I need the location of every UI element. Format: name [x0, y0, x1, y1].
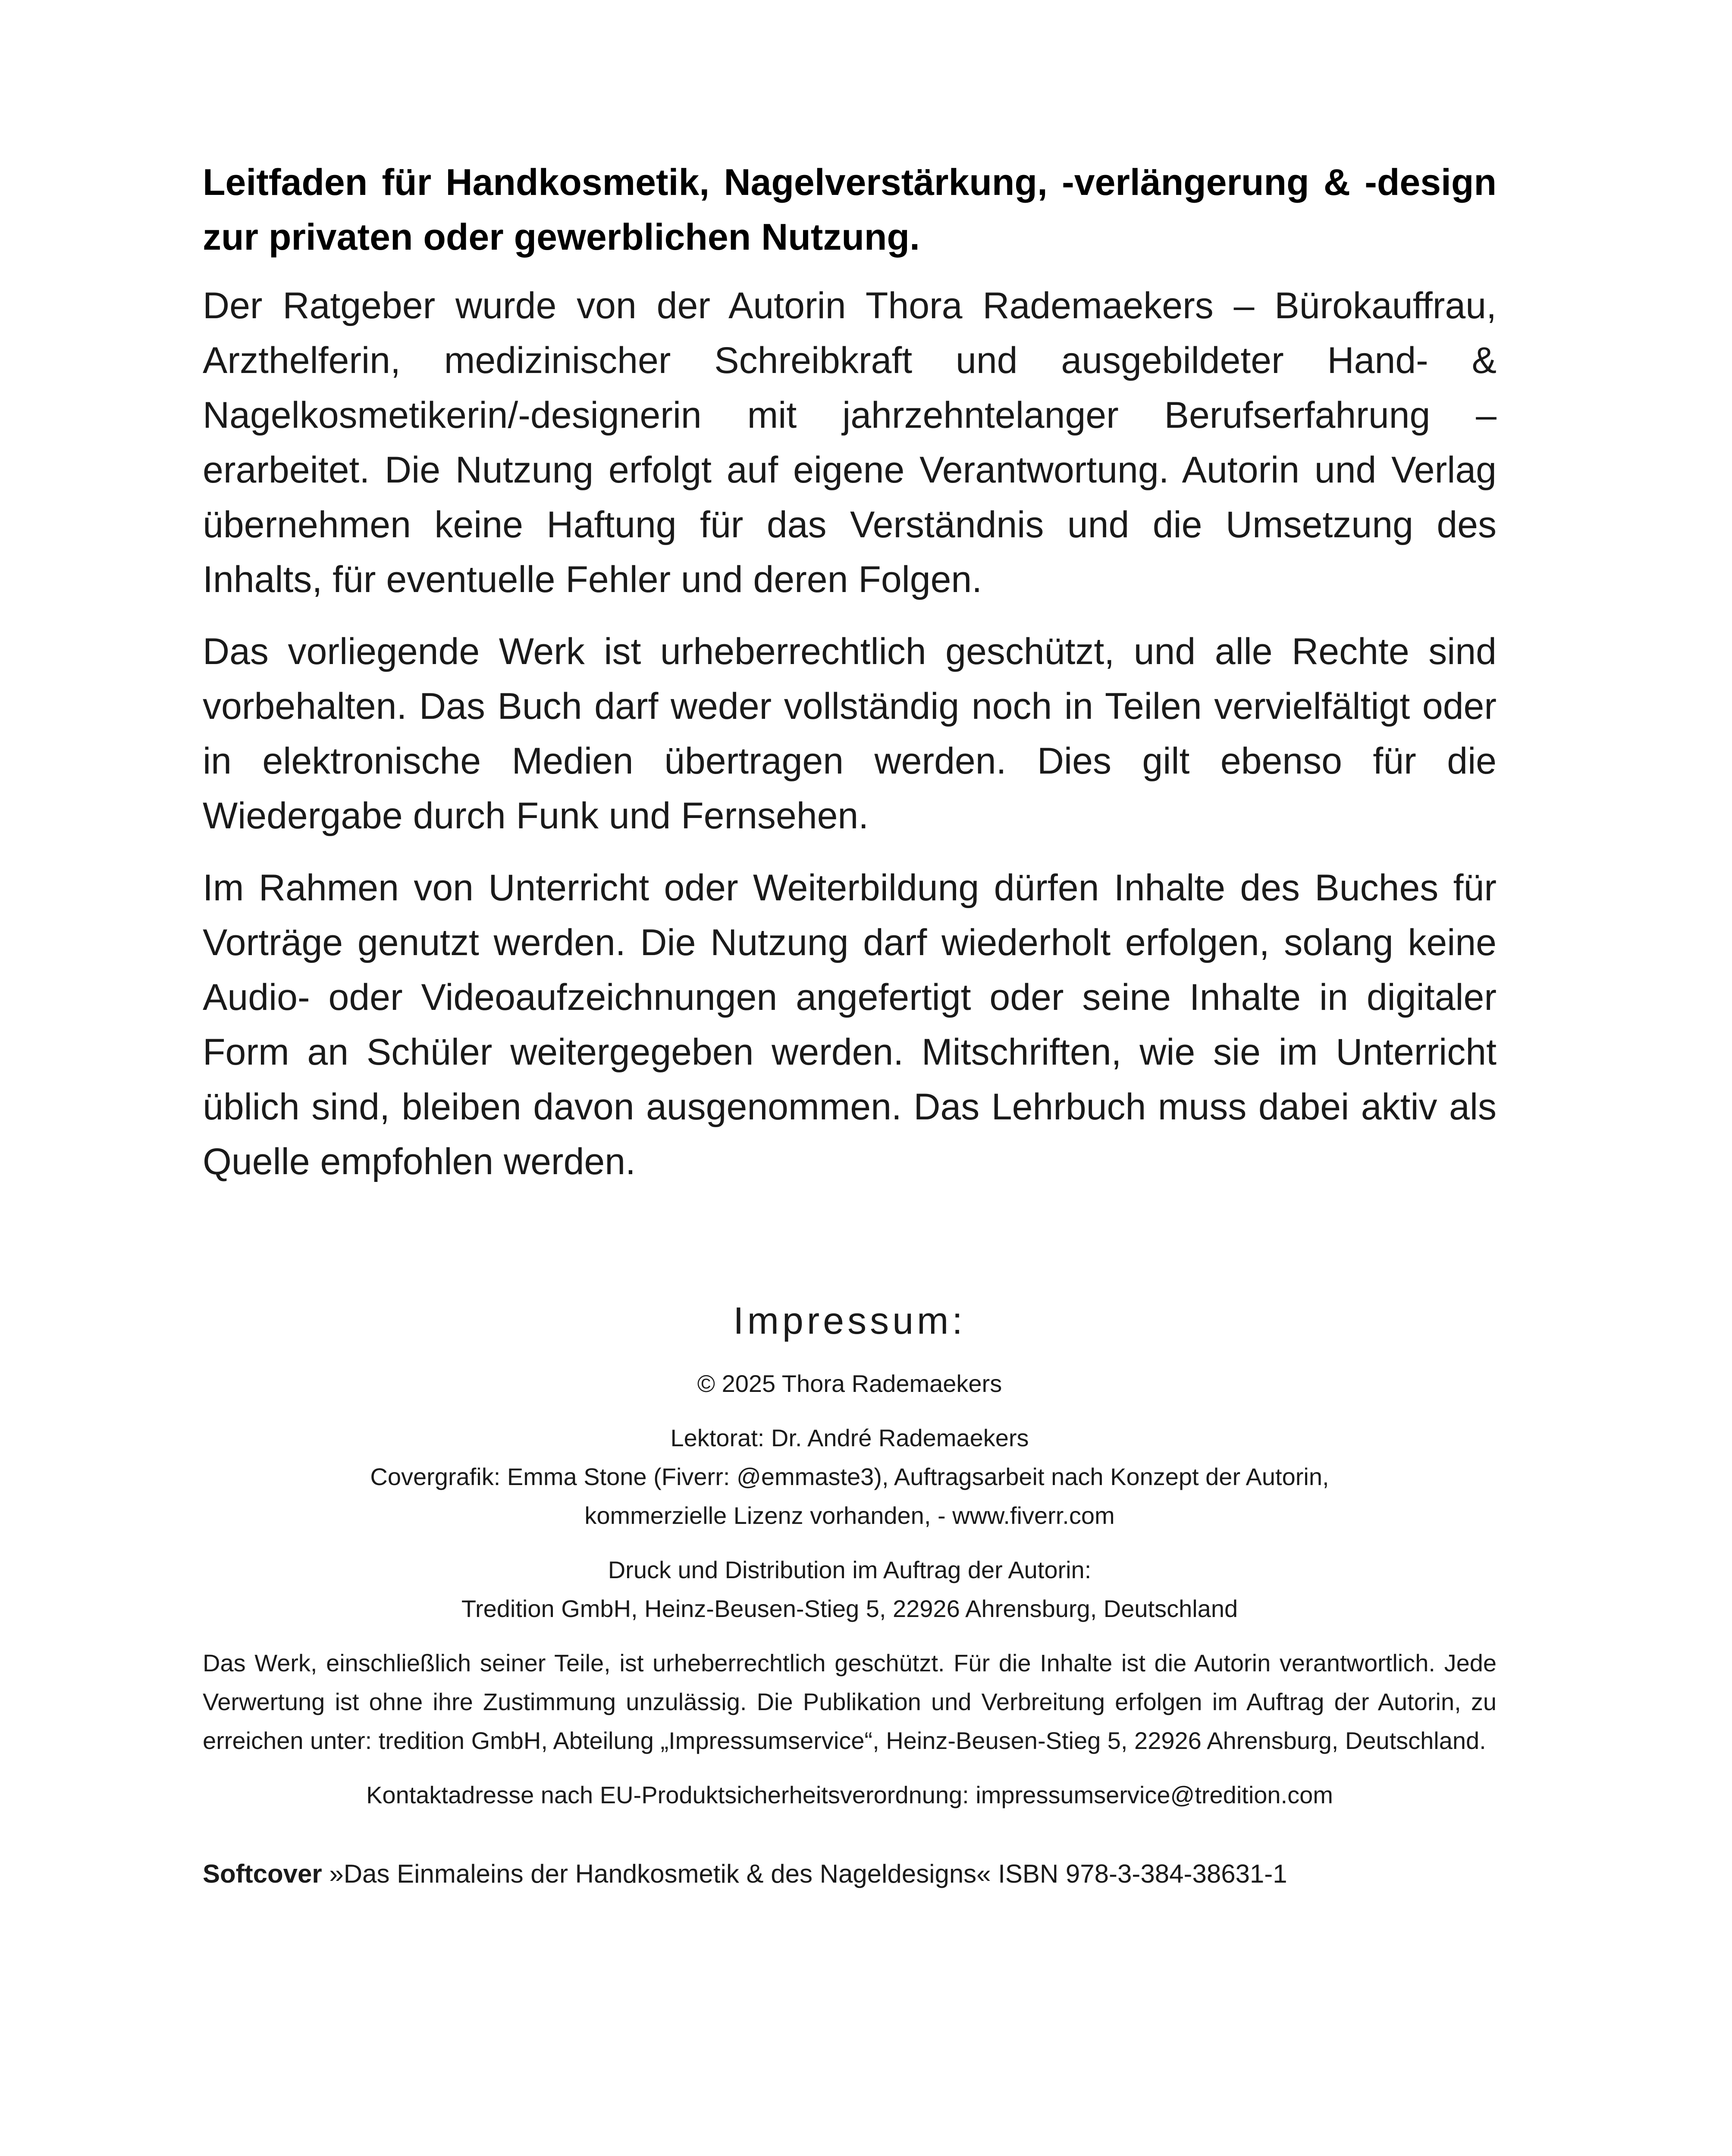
- softcover-label: Softcover: [203, 1859, 322, 1888]
- intro-heading: Leitfaden für Handkosmetik, Nagelverstärkung, -verlängerung & -design zur privaten oder gewerblichen Nutzung.: [203, 162, 1497, 258]
- impressum-print: [203, 1551, 1497, 1628]
- cover-line-2: kommerzielle Lizenz vorhanden, - www.fiverr.com: [584, 1502, 1115, 1529]
- impressum-copyright: [203, 1364, 1497, 1403]
- druck-line-2: Tredition GmbH, Heinz-Beusen-Stieg 5, 22926 Ahrensburg, Deutschland: [461, 1595, 1238, 1622]
- impressum-credits: [203, 1419, 1497, 1535]
- paragraph-copyright: Das vorliegende Werk ist urheberrechtlich geschützt, und alle Rechte sind vorbehalten. Das Buch darf weder vollständig noch in Teilen vervielfältigt oder in elektronische Medien übertragen werden. Dies gilt ebenso für die Wiedergabe durch Funk und Fernsehen.: [203, 631, 1497, 837]
- contact-line: Kontaktadresse nach EU-Produktsicherheitsverordnung: impressumservice@tredition.com: [366, 1781, 1333, 1808]
- cover-line-1: Covergrafik: Emma Stone (Fiverr: @emmaste3), Auftragsarbeit nach Konzept der Autorin,: [370, 1463, 1329, 1490]
- document-page: [203, 155, 1497, 1895]
- impressum-title: Impressum:: [733, 1299, 966, 1342]
- paragraph-usage: Im Rahmen von Unterricht oder Weiterbildung dürfen Inhalte des Buches für Vorträge genutzt werden. Die Nutzung darf wiederholt erfolgen, solang keine Audio- oder Videoaufzeichnungen angefertigt oder seine Inhalte in digitaler Form an Schüler weitergegeben werden. Mitschriften, wie sie im Unterricht üblich sind, bleiben davon ausgenommen. Das Lehrbuch muss dabei aktiv als Quelle empfohlen werden.: [203, 867, 1497, 1182]
- paragraph-author: Der Ratgeber wurde von der Autorin Thora Rademaekers – Bürokauffrau, Arzthelferin, medizinischer Schreibkraft und ausgebildeter Hand- & Nagelkosmetikerin/-designerin mit jahrzehntelanger Berufserfahrung – erarbeitet. Die Nutzung erfolgt auf eigene Verantwortung. Autorin und Verlag übernehmen keine Haftung für das Verständnis und die Umsetzung des Inhalts, für eventuelle Fehler und deren Folgen.: [203, 285, 1497, 600]
- impressum-legal: Das Werk, einschließlich seiner Teile, ist urheberrechtlich geschützt. Für die Inhalte ist die Autorin verantwortlich. Jede Verwertung ist ohne ihre Zustimmung unzulässig. Die Publikation und Verbreitung erfolgen im Auftrag der Autorin, zu erreichen unter: tredition GmbH, Abteilung „Impressumservice“, Heinz-Beusen-Stieg 5, 22926 Ahrensburg, Deutschland.: [203, 1649, 1497, 1754]
- softcover-text: »Das Einmaleins der Handkosmetik & des Nageldesigns« ISBN 978-3-384-38631-1: [329, 1859, 1287, 1888]
- copyright-line: © 2025 Thora Rademaekers: [697, 1370, 1002, 1397]
- softcover-isbn: [203, 1853, 1497, 1895]
- druck-line-1: Druck und Distribution im Auftrag der Autorin:: [608, 1556, 1092, 1583]
- lektorat-line: Lektorat: Dr. André Rademaekers: [670, 1424, 1029, 1451]
- impressum-section: [203, 1297, 1497, 1895]
- impressum-contact: [203, 1776, 1497, 1814]
